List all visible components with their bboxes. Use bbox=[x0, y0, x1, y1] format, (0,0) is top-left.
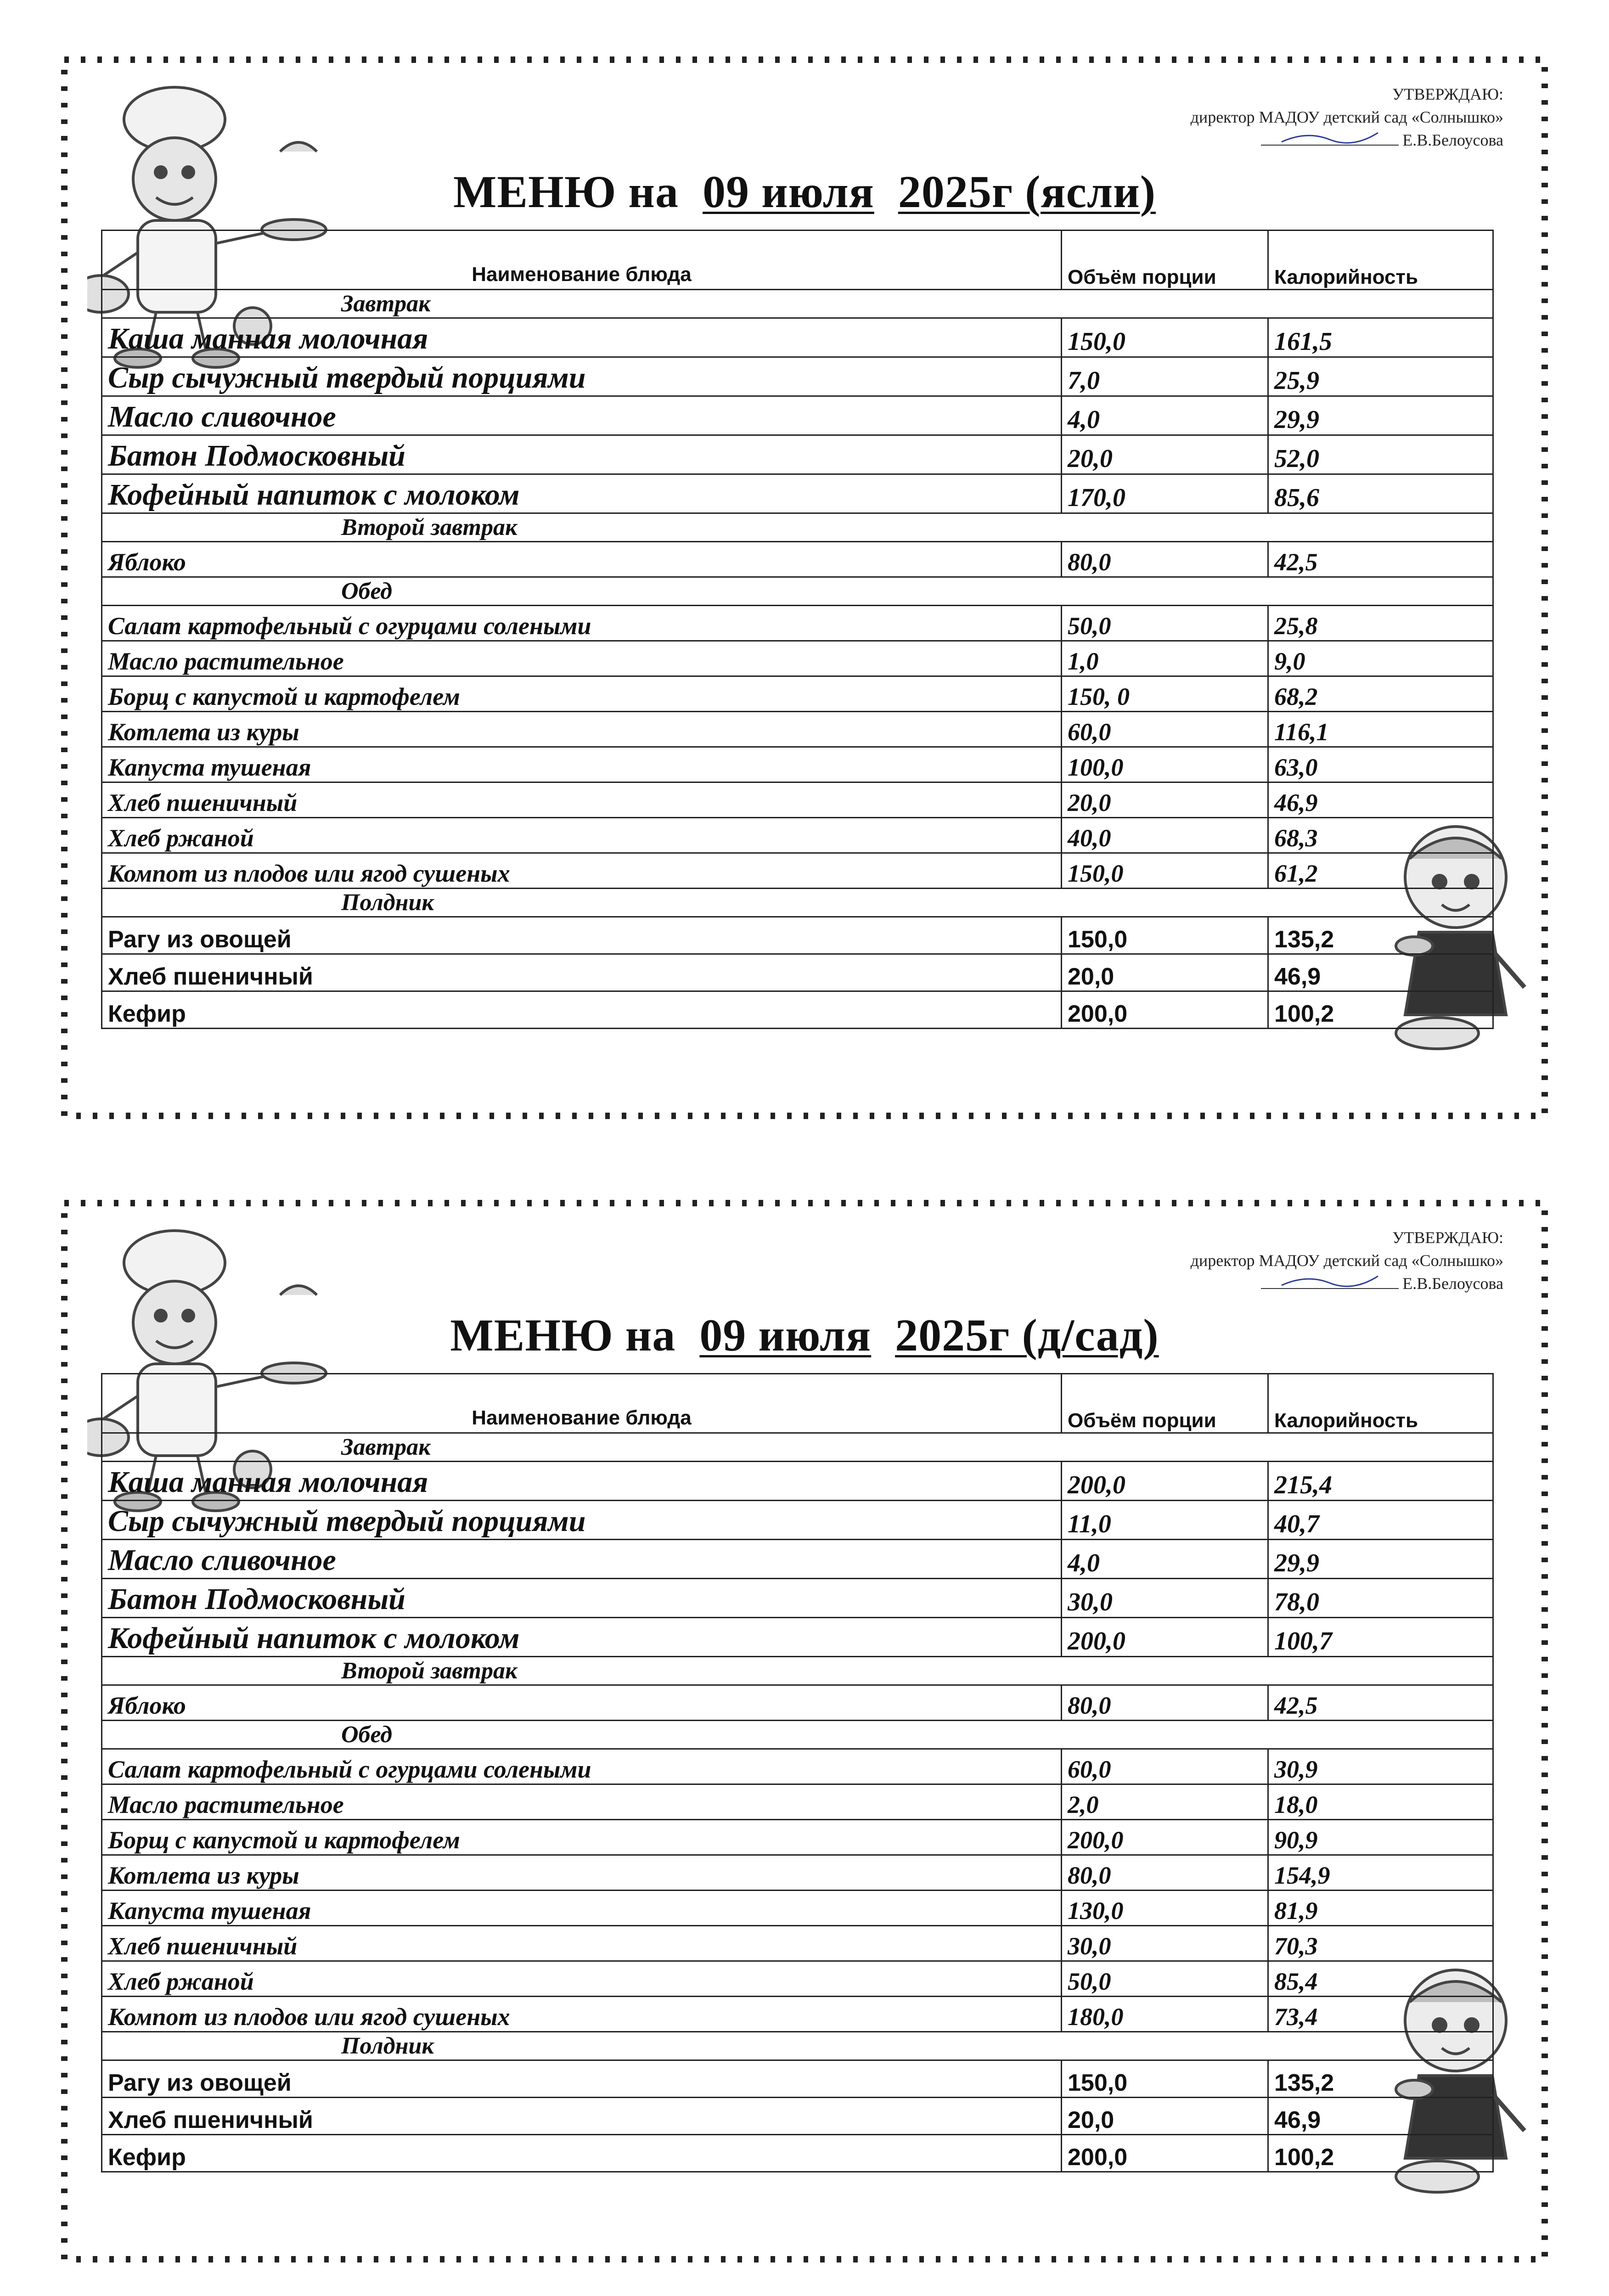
dish-name: Масло сливочное bbox=[102, 396, 1062, 435]
dish-portion: 20,0 bbox=[1062, 954, 1268, 991]
title-date: 09 июля bbox=[699, 1310, 872, 1361]
table-row bbox=[102, 991, 1493, 1029]
dish-name: Яблоко bbox=[102, 1685, 1062, 1721]
table-row bbox=[102, 606, 1493, 641]
table-row bbox=[102, 818, 1493, 853]
dish-calories: 90,9 bbox=[1268, 1820, 1493, 1855]
table-row bbox=[102, 712, 1493, 747]
table-row bbox=[102, 2098, 1493, 2135]
title-prefix: МЕНЮ на bbox=[453, 166, 679, 217]
section-row-breakfast bbox=[102, 290, 1493, 318]
dish-calories: 46,9 bbox=[1268, 954, 1493, 991]
dish-portion: 150,0 bbox=[1062, 853, 1268, 889]
dish-name: Масло растительное bbox=[102, 641, 1062, 676]
approval-signature-line bbox=[1191, 1272, 1503, 1295]
dish-calories: 61,2 bbox=[1268, 853, 1493, 889]
table-row bbox=[102, 2060, 1493, 2098]
table-row bbox=[102, 1501, 1493, 1540]
table-row bbox=[102, 1855, 1493, 1891]
dish-calories: 30,9 bbox=[1268, 1749, 1493, 1784]
table-row bbox=[102, 1784, 1493, 1820]
dish-name: Хлеб пшеничный bbox=[102, 782, 1062, 818]
table-row bbox=[102, 1749, 1493, 1784]
dish-calories: 73,4 bbox=[1268, 1997, 1493, 2032]
table-row bbox=[102, 1685, 1493, 1721]
dish-calories: 29,9 bbox=[1268, 1540, 1493, 1579]
section-label: Обед bbox=[102, 577, 1493, 606]
menu-sheet-nursery bbox=[55, 51, 1554, 1125]
dish-portion: 4,0 bbox=[1062, 396, 1268, 435]
table-row bbox=[102, 396, 1493, 435]
dish-calories: 135,2 bbox=[1268, 917, 1493, 954]
dish-name: Котлета из куры bbox=[102, 1855, 1062, 1891]
dish-name: Салат картофельный с огурцами солеными bbox=[102, 606, 1062, 641]
table-row bbox=[102, 641, 1493, 676]
dish-portion: 150, 0 bbox=[1062, 676, 1268, 712]
dish-calories: 40,7 bbox=[1268, 1501, 1493, 1540]
table-row bbox=[102, 1926, 1493, 1961]
table-row bbox=[102, 542, 1493, 577]
section-label: Полдник bbox=[102, 2032, 1493, 2060]
dish-calories: 46,9 bbox=[1268, 2098, 1493, 2135]
dish-portion: 100,0 bbox=[1062, 747, 1268, 782]
dish-portion: 50,0 bbox=[1062, 606, 1268, 641]
section-row-second-breakfast bbox=[102, 1657, 1493, 1685]
dish-name: Капуста тушеная bbox=[102, 1891, 1062, 1926]
dish-portion: 60,0 bbox=[1062, 712, 1268, 747]
table-row bbox=[102, 853, 1493, 889]
table-row bbox=[102, 1618, 1493, 1657]
dish-name: Салат картофельный с огурцами солеными bbox=[102, 1749, 1062, 1784]
dish-name: Хлеб ржаной bbox=[102, 818, 1062, 853]
approval-position: директор МАДОУ детский сад «Солнышко» bbox=[1190, 108, 1503, 126]
dish-portion: 20,0 bbox=[1062, 435, 1268, 474]
dish-calories: 52,0 bbox=[1268, 435, 1493, 474]
dish-portion: 200,0 bbox=[1062, 2135, 1268, 2172]
dish-name: Хлеб пшеничный bbox=[102, 954, 1062, 991]
dish-name: Котлета из куры bbox=[102, 712, 1062, 747]
dish-portion: 200,0 bbox=[1062, 1820, 1268, 1855]
dish-calories: 85,6 bbox=[1268, 474, 1493, 513]
table-header bbox=[102, 1374, 1493, 1433]
dish-name: Хлеб ржаной bbox=[102, 1961, 1062, 1997]
table-row bbox=[102, 435, 1493, 474]
signature-icon bbox=[1261, 1274, 1399, 1289]
dish-portion: 180,0 bbox=[1062, 1997, 1268, 2032]
table-row bbox=[102, 1820, 1493, 1855]
title-year-group: 2025г (ясли) bbox=[898, 166, 1156, 217]
dish-portion: 50,0 bbox=[1062, 1961, 1268, 1997]
dish-portion: 40,0 bbox=[1062, 818, 1268, 853]
dish-portion: 30,0 bbox=[1062, 1926, 1268, 1961]
dish-calories: 215,4 bbox=[1268, 1462, 1493, 1501]
dish-portion: 80,0 bbox=[1062, 1855, 1268, 1891]
dish-calories: 46,9 bbox=[1268, 782, 1493, 818]
dish-name: Сыр сычужный твердый порциями bbox=[102, 357, 1062, 396]
dish-calories: 42,5 bbox=[1268, 542, 1493, 577]
dish-portion: 2,0 bbox=[1062, 1784, 1268, 1820]
section-label: Обед bbox=[102, 1721, 1493, 1749]
dish-calories: 135,2 bbox=[1268, 2060, 1493, 2098]
column-header-calories: Калорийность bbox=[1268, 231, 1493, 290]
section-label: Второй завтрак bbox=[102, 1657, 1493, 1685]
dish-portion: 200,0 bbox=[1062, 1618, 1268, 1657]
dish-name: Кефир bbox=[102, 2135, 1062, 2172]
table-row bbox=[102, 747, 1493, 782]
menu-sheet-kindergarten bbox=[55, 1194, 1554, 2268]
dish-portion: 20,0 bbox=[1062, 2098, 1268, 2135]
dish-name: Компот из плодов или ягод сушеных bbox=[102, 1997, 1062, 2032]
approval-name: Е.В.Белоусова bbox=[1402, 1274, 1503, 1293]
dish-calories: 25,9 bbox=[1268, 357, 1493, 396]
dish-portion: 200,0 bbox=[1062, 991, 1268, 1029]
table-row bbox=[102, 954, 1493, 991]
section-row-snack bbox=[102, 889, 1493, 917]
approval-signature-line bbox=[1191, 129, 1503, 152]
section-row-lunch bbox=[102, 1721, 1493, 1749]
dish-portion: 1,0 bbox=[1062, 641, 1268, 676]
menu-table bbox=[101, 230, 1494, 1029]
section-row-lunch bbox=[102, 577, 1493, 606]
dish-name: Кофейный напиток с молоком bbox=[102, 474, 1062, 513]
dish-calories: 116,1 bbox=[1268, 712, 1493, 747]
dish-name: Кофейный напиток с молоком bbox=[102, 1618, 1062, 1657]
dish-portion: 150,0 bbox=[1062, 2060, 1268, 2098]
dish-portion: 11,0 bbox=[1062, 1501, 1268, 1540]
column-header-name: Наименование блюда bbox=[102, 1374, 1062, 1433]
dish-calories: 78,0 bbox=[1268, 1579, 1493, 1618]
approval-position: директор МАДОУ детский сад «Солнышко» bbox=[1190, 1251, 1503, 1270]
dish-name: Кефир bbox=[102, 991, 1062, 1029]
table-row bbox=[102, 1540, 1493, 1579]
dish-name: Масло растительное bbox=[102, 1784, 1062, 1820]
dish-calories: 25,8 bbox=[1268, 606, 1493, 641]
table-row bbox=[102, 1997, 1493, 2032]
table-row bbox=[102, 2135, 1493, 2172]
dish-name: Каша манная молочная bbox=[102, 1462, 1062, 1501]
section-row-breakfast bbox=[102, 1433, 1493, 1462]
dish-portion: 80,0 bbox=[1062, 542, 1268, 577]
table-header bbox=[102, 231, 1493, 290]
page-title bbox=[55, 165, 1554, 218]
dish-name: Компот из плодов или ягод сушеных bbox=[102, 853, 1062, 889]
column-header-name: Наименование блюда bbox=[102, 231, 1062, 290]
dish-portion: 150,0 bbox=[1062, 917, 1268, 954]
dish-name: Борщ с капустой и картофелем bbox=[102, 1820, 1062, 1855]
dish-portion: 130,0 bbox=[1062, 1891, 1268, 1926]
approval-heading: УТВЕРЖДАЮ: bbox=[1392, 85, 1503, 103]
approval-block bbox=[1191, 1226, 1503, 1295]
dish-name: Рагу из овощей bbox=[102, 2060, 1062, 2098]
dish-calories: 68,3 bbox=[1268, 818, 1493, 853]
dish-name: Батон Подмосковный bbox=[102, 435, 1062, 474]
dish-portion: 200,0 bbox=[1062, 1462, 1268, 1501]
menu-table bbox=[101, 1373, 1494, 2172]
dish-name: Сыр сычужный твердый порциями bbox=[102, 1501, 1062, 1540]
section-row-second-breakfast bbox=[102, 513, 1493, 542]
dish-calories: 42,5 bbox=[1268, 1685, 1493, 1721]
dish-portion: 150,0 bbox=[1062, 318, 1268, 357]
dish-calories: 70,3 bbox=[1268, 1926, 1493, 1961]
section-label: Полдник bbox=[102, 889, 1493, 917]
section-label: Второй завтрак bbox=[102, 513, 1493, 542]
dish-name: Хлеб пшеничный bbox=[102, 1926, 1062, 1961]
table-row bbox=[102, 1961, 1493, 1997]
dish-calories: 68,2 bbox=[1268, 676, 1493, 712]
approval-name: Е.В.Белоусова bbox=[1402, 131, 1503, 149]
dish-calories: 100,2 bbox=[1268, 2135, 1493, 2172]
dish-calories: 161,5 bbox=[1268, 318, 1493, 357]
dish-calories: 154,9 bbox=[1268, 1855, 1493, 1891]
dish-name: Каша манная молочная bbox=[102, 318, 1062, 357]
title-prefix: МЕНЮ на bbox=[450, 1310, 676, 1361]
section-label: Завтрак bbox=[102, 1433, 1493, 1462]
column-header-portion: Объём порции bbox=[1062, 231, 1268, 290]
table-row bbox=[102, 676, 1493, 712]
title-year-group: 2025г (д/сад) bbox=[895, 1310, 1159, 1361]
title-date: 09 июля bbox=[703, 166, 874, 217]
section-label: Завтрак bbox=[102, 290, 1493, 318]
dish-portion: 20,0 bbox=[1062, 782, 1268, 818]
table-row bbox=[102, 474, 1493, 513]
dish-calories: 100,2 bbox=[1268, 991, 1493, 1029]
dish-name: Масло сливочное bbox=[102, 1540, 1062, 1579]
dish-name: Батон Подмосковный bbox=[102, 1579, 1062, 1618]
dish-portion: 170,0 bbox=[1062, 474, 1268, 513]
table-row bbox=[102, 1579, 1493, 1618]
signature-icon bbox=[1261, 131, 1399, 146]
table-row bbox=[102, 318, 1493, 357]
dish-name: Яблоко bbox=[102, 542, 1062, 577]
dish-portion: 30,0 bbox=[1062, 1579, 1268, 1618]
table-row bbox=[102, 917, 1493, 954]
dish-calories: 18,0 bbox=[1268, 1784, 1493, 1820]
dish-name: Рагу из овощей bbox=[102, 917, 1062, 954]
dish-calories: 85,4 bbox=[1268, 1961, 1493, 1997]
approval-block bbox=[1191, 83, 1503, 152]
dish-portion: 60,0 bbox=[1062, 1749, 1268, 1784]
dish-calories: 81,9 bbox=[1268, 1891, 1493, 1926]
dish-calories: 100,7 bbox=[1268, 1618, 1493, 1657]
column-header-calories: Калорийность bbox=[1268, 1374, 1493, 1433]
dish-name: Хлеб пшеничный bbox=[102, 2098, 1062, 2135]
column-header-portion: Объём порции bbox=[1062, 1374, 1268, 1433]
dish-portion: 4,0 bbox=[1062, 1540, 1268, 1579]
dish-name: Борщ с капустой и картофелем bbox=[102, 676, 1062, 712]
approval-heading: УТВЕРЖДАЮ: bbox=[1392, 1228, 1503, 1247]
dish-portion: 80,0 bbox=[1062, 1685, 1268, 1721]
dish-calories: 63,0 bbox=[1268, 747, 1493, 782]
page-title bbox=[55, 1309, 1554, 1362]
table-row bbox=[102, 1462, 1493, 1501]
dish-calories: 9,0 bbox=[1268, 641, 1493, 676]
dish-name: Капуста тушеная bbox=[102, 747, 1062, 782]
dish-calories: 29,9 bbox=[1268, 396, 1493, 435]
table-row bbox=[102, 1891, 1493, 1926]
section-row-snack bbox=[102, 2032, 1493, 2060]
dish-portion: 7,0 bbox=[1062, 357, 1268, 396]
table-row bbox=[102, 357, 1493, 396]
table-row bbox=[102, 782, 1493, 818]
